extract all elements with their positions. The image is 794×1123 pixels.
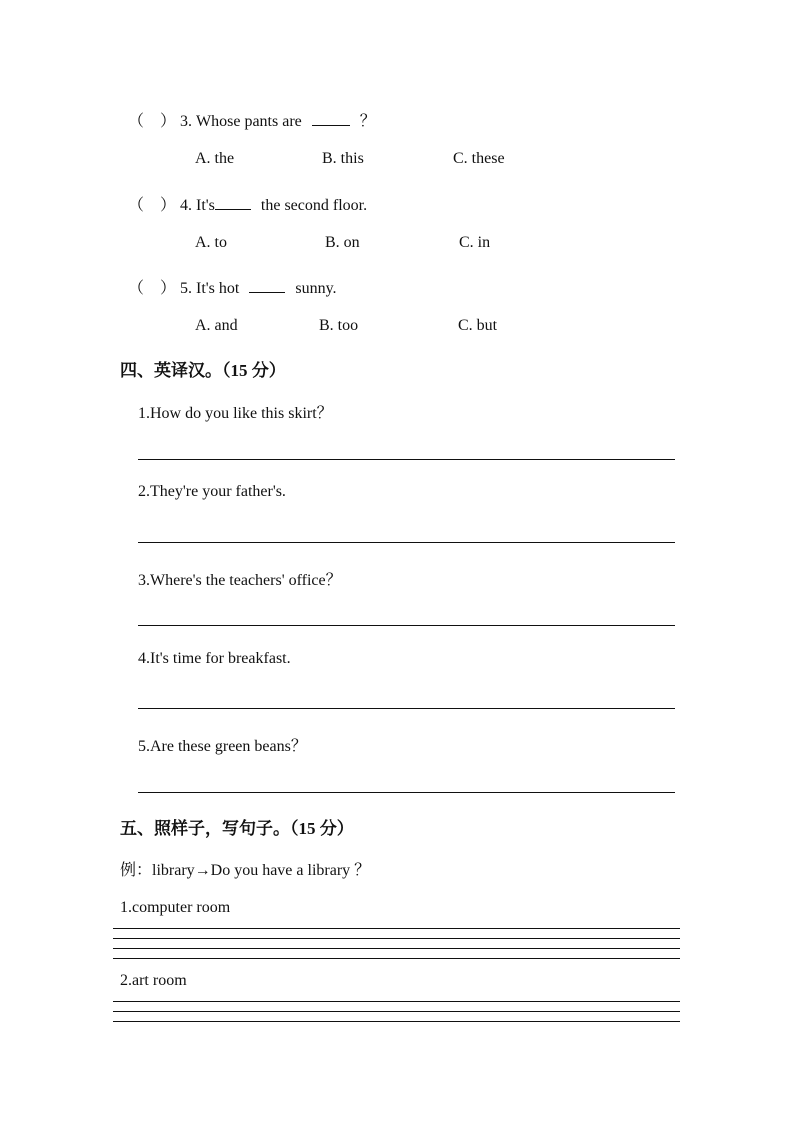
section-4-title: 四、英译汉。（15 分） bbox=[120, 361, 286, 380]
question-number: 5. bbox=[180, 280, 193, 297]
answer-line[interactable] bbox=[138, 792, 675, 793]
option-b[interactable]: B. this bbox=[322, 150, 364, 167]
writing-line[interactable] bbox=[113, 1011, 680, 1012]
translate-item-1: 1.How do you like this skirt？ bbox=[138, 405, 333, 422]
translate-item-2: 2.They're your father's. bbox=[138, 483, 286, 500]
option-a[interactable]: A. to bbox=[195, 234, 227, 251]
translate-item-4: 4.It's time for breakfast. bbox=[138, 650, 291, 667]
option-c[interactable]: C. but bbox=[458, 317, 498, 334]
answer-line[interactable] bbox=[138, 542, 675, 543]
option-a[interactable]: A. and bbox=[195, 317, 238, 334]
writing-line[interactable] bbox=[113, 958, 680, 959]
option-c[interactable]: C. in bbox=[459, 234, 491, 251]
answer-line[interactable] bbox=[138, 708, 675, 709]
translate-item-5: 5.Are these green beans？ bbox=[138, 738, 307, 755]
option-a[interactable]: A. the bbox=[195, 150, 235, 167]
question-number: 3. bbox=[180, 113, 193, 130]
writing-line[interactable] bbox=[113, 928, 680, 929]
question-3 bbox=[128, 108, 376, 131]
answer-blank[interactable] bbox=[312, 111, 350, 126]
writing-line[interactable] bbox=[113, 1021, 680, 1022]
writing-line[interactable] bbox=[113, 948, 680, 949]
example-line: 例：library→Do you have a library ？ bbox=[120, 862, 371, 879]
option-c[interactable]: C. these bbox=[453, 150, 505, 167]
answer-line[interactable] bbox=[138, 625, 675, 626]
question-text-end: sunny. bbox=[295, 280, 337, 297]
section-5-title: 五、照样子，写句子。（15 分） bbox=[120, 819, 354, 838]
question-number: 4. bbox=[180, 197, 193, 214]
question-text: Whose pants are bbox=[196, 113, 302, 130]
question-text-end: the second floor. bbox=[260, 197, 368, 214]
writing-line[interactable] bbox=[113, 938, 680, 939]
answer-line[interactable] bbox=[138, 459, 675, 460]
writing-line[interactable] bbox=[113, 1001, 680, 1002]
sentence-item-1: 1.computer room bbox=[120, 899, 231, 916]
question-text-end: ？ bbox=[359, 113, 376, 130]
answer-blank[interactable] bbox=[215, 195, 251, 210]
answer-paren[interactable]: （ ） bbox=[128, 197, 177, 214]
question-text: It's bbox=[196, 197, 215, 214]
answer-paren[interactable]: （ ） bbox=[128, 280, 177, 297]
answer-blank[interactable] bbox=[249, 278, 285, 293]
question-text: It's hot bbox=[196, 280, 240, 297]
answer-paren[interactable]: （ ） bbox=[128, 113, 177, 130]
option-b[interactable]: B. on bbox=[325, 234, 360, 251]
question-5 bbox=[128, 275, 337, 298]
option-b[interactable]: B. too bbox=[319, 317, 359, 334]
question-4 bbox=[128, 192, 367, 215]
translate-item-3: 3.Where's the teachers' office？ bbox=[138, 572, 342, 589]
sentence-item-2: 2.art room bbox=[120, 972, 187, 989]
